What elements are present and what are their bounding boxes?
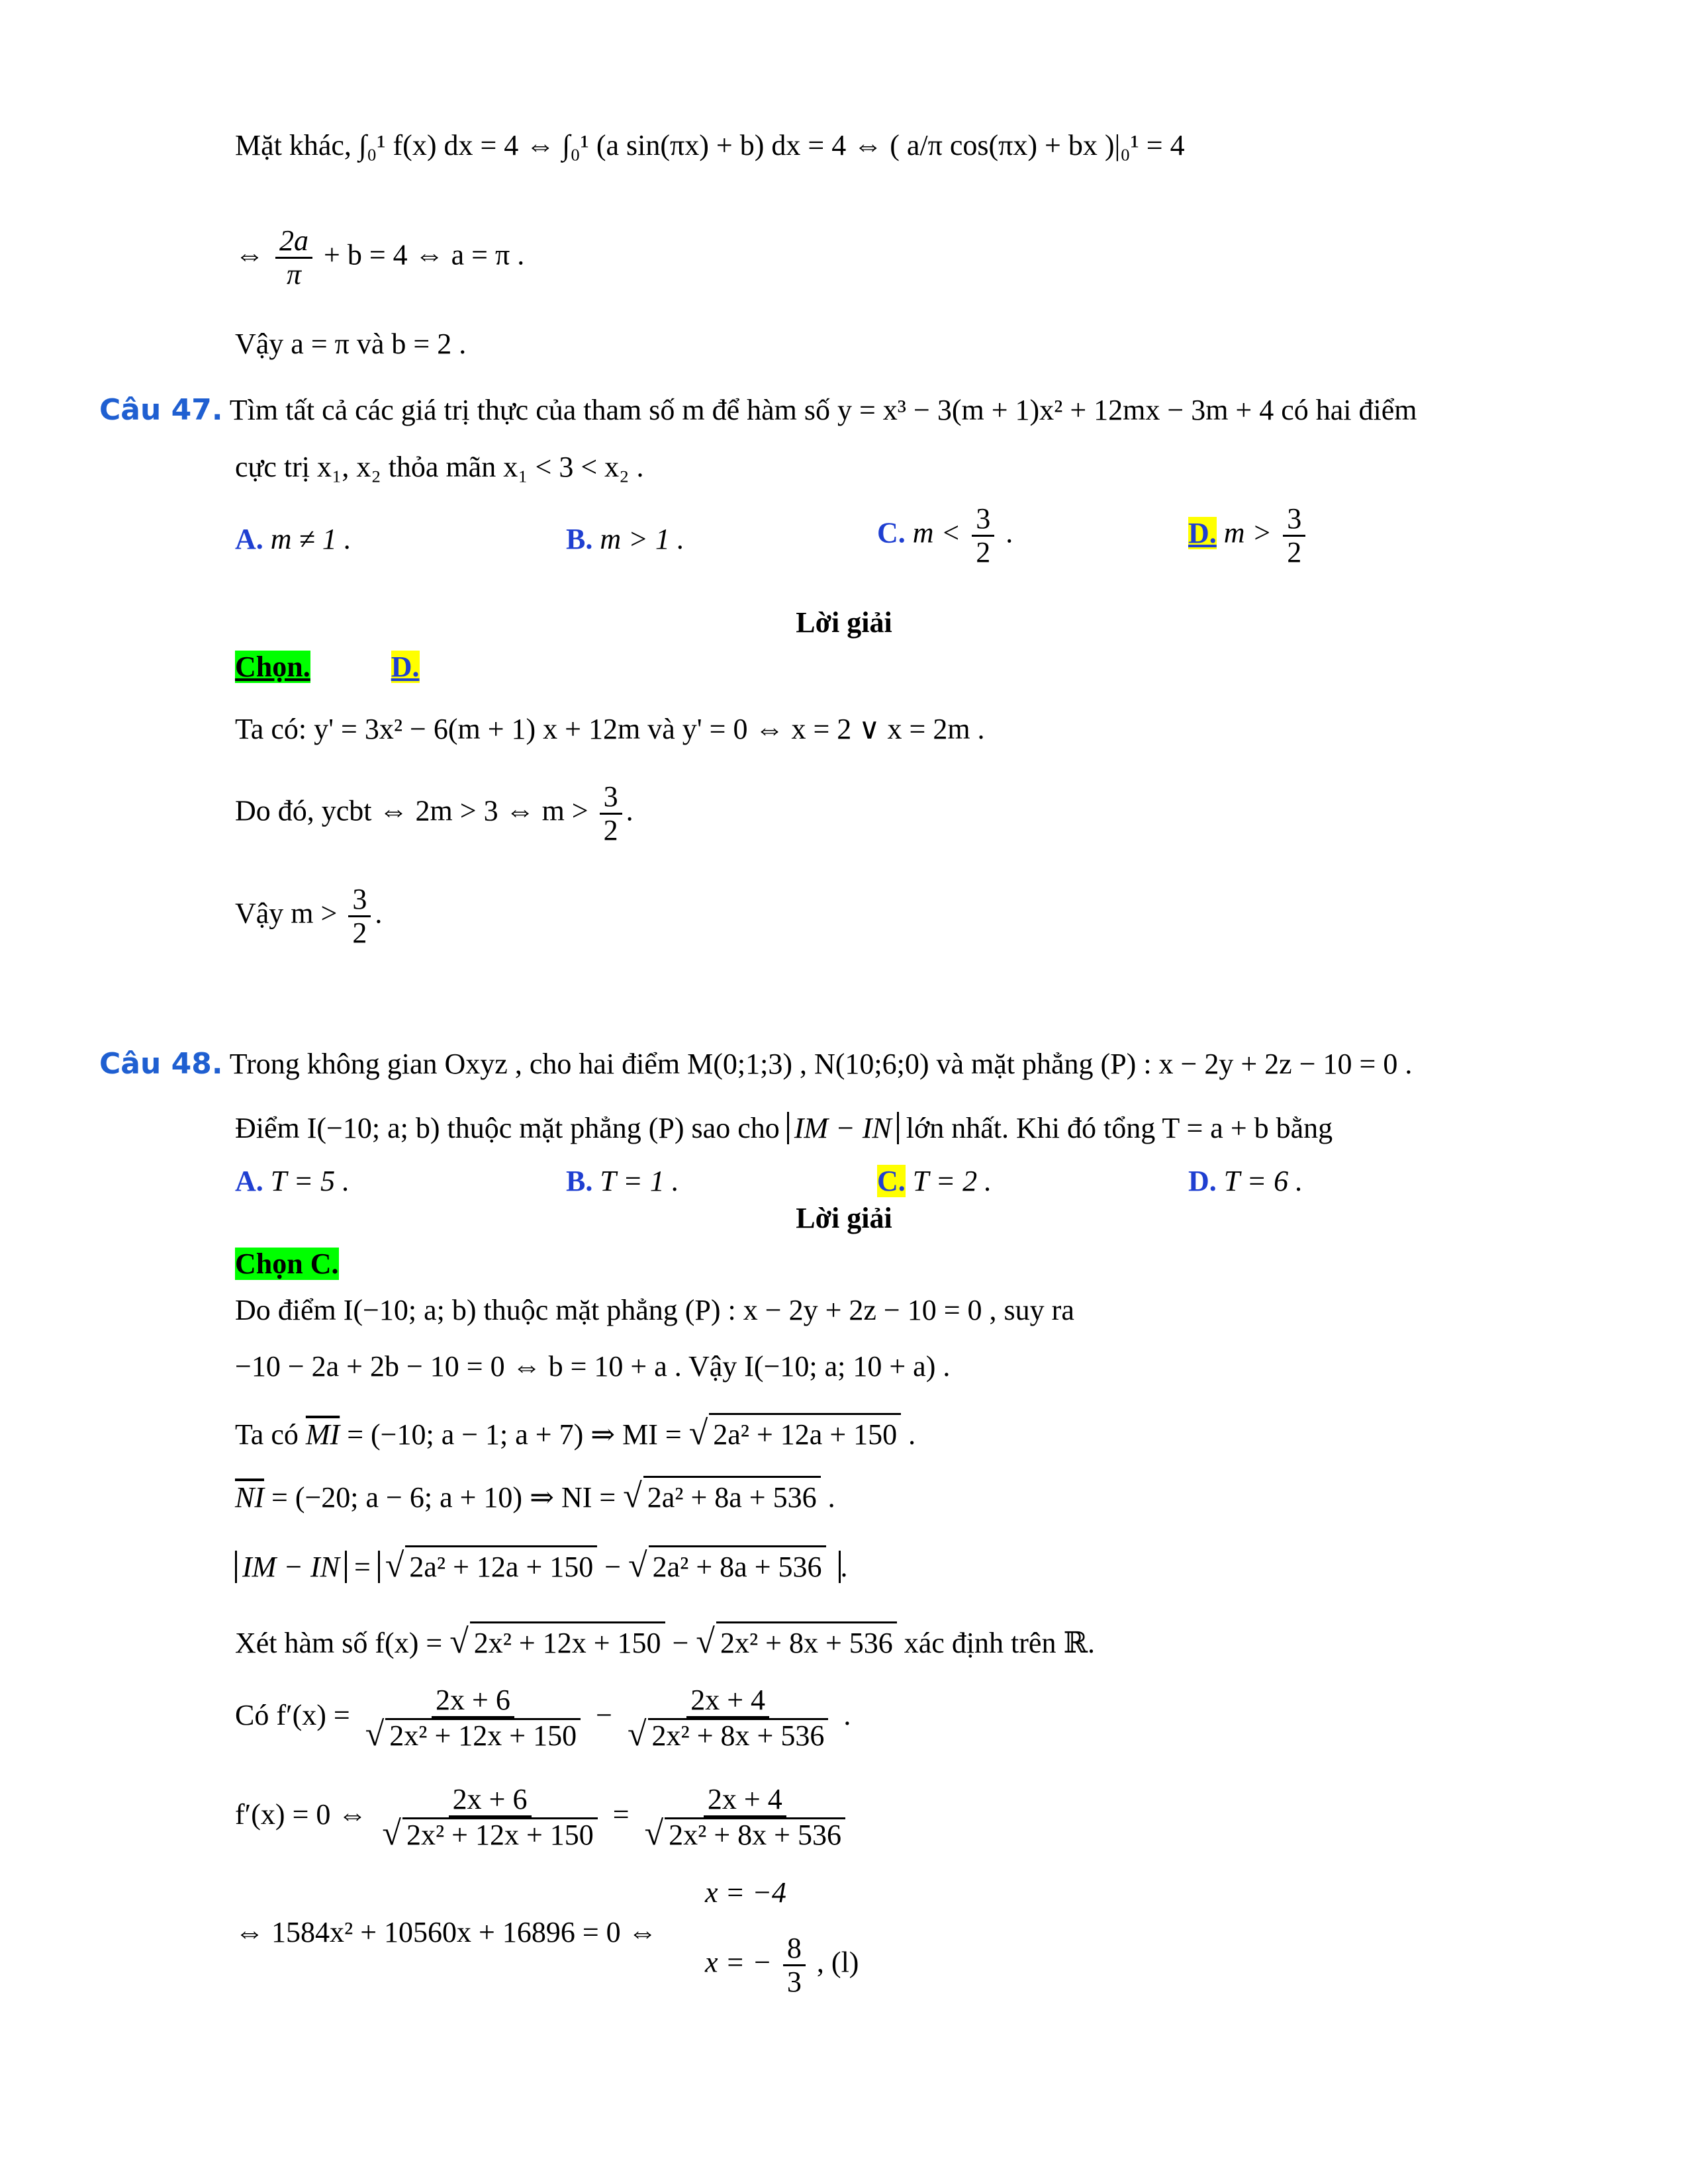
chon-label: Chọn. [235,651,310,683]
radicand: 2a² + 8a + 536 [649,1545,826,1587]
fraction-denominator: 2x² + 8x + 536 [648,1718,829,1752]
question-47-label: Câu 47. [99,393,223,427]
question-47-line-2 [235,447,644,487]
q48-solution-line-6: Xét hàm số f(x) = √ 2x² + 12x + 150 − √ 2x² + 8x + 536 xác định trên ℝ. [235,1621,1095,1663]
fraction [972,503,994,569]
q48-option-c[interactable] [877,1161,992,1201]
question-48-ask: lớn nhất. Khi đó tổng T = a + b bằng [906,1112,1333,1144]
fraction-numerator: 2x + 4 [686,1684,769,1718]
conclusion-text: Vậy m > [235,897,338,930]
q48-option-b[interactable] [566,1161,679,1201]
fraction [783,1933,806,1998]
fraction-denominator: 2x² + 8x + 536 [665,1817,845,1851]
q48-solution-line-7: Có f′(x) = $\frac{2x + 6}{\text{√ 2x² + 12x + 150}}$ − $\frac{2x + 4}{\text{√ 2x² + 8x + 536}}$ . [235,1684,851,1753]
radicand: 2x² + 12x + 150 [470,1621,665,1663]
fraction-numerator: 8 [783,1933,806,1966]
q47-option-c[interactable] [877,503,1013,569]
question-48-line-2 [235,1109,1333,1148]
option-text: m ≠ 1 . [270,523,352,555]
solution-text: = (−20; a − 6; a + 10) ⇒ NI = [271,1481,616,1514]
case-note: , (l) [816,1946,859,1979]
solution-text: Có f′(x) = [235,1699,350,1732]
solution-text: Xét hàm số f(x) = [235,1627,443,1659]
option-letter-correct: C. [877,1165,906,1197]
q47-solution-line-2: Do đó, ycbt ⇔ 2m > 3 ⇔ m > $\frac{3}{2}$ . [235,780,633,846]
q47-option-d[interactable] [1188,503,1309,569]
q48-case-2 [705,1933,859,1998]
condition-text: Do đó, ycbt ⇔ 2m > 3 ⇔ m > [235,794,588,827]
fraction-numerator: 3 [1283,503,1305,537]
fraction-numerator: 3 [348,884,371,917]
fraction-denominator: π [286,258,302,291]
vector-mi: $\overline{MI}$ [305,1418,340,1451]
fraction-denominator: 2x² + 12x + 150 [385,1718,581,1752]
radicand: 2a² + 12a + 150 [405,1545,597,1587]
fraction: $\frac{2x + 6}{\text{√ 2x² + 12x + 150}}$ [361,1684,585,1752]
option-letter: A. [235,1165,263,1197]
option-letter: C. [877,516,906,549]
q47-chon-line [235,647,420,687]
q48-solution-line-9 [235,1913,657,1952]
q48-solution-line-5: IM − IN = √ 2a² + 12a + 150 − √ 2a² + 8a + 536 . [235,1545,848,1587]
q47-option-b[interactable] [566,520,684,559]
chon-label: Chọn C. [235,1248,339,1280]
fraction [275,225,312,291]
q47-option-a[interactable] [235,520,352,559]
option-tail: . [1006,516,1013,549]
radicand: 2a² + 12a + 150 [709,1413,901,1455]
solution-text: xác định trên ℝ. [904,1627,1096,1659]
fraction [600,781,622,846]
option-letter: D. [1188,1165,1217,1197]
solution-text: Do điểm I(−10; a; b) thuộc mặt phẳng (P) : x − 2y + 2z − 10 = 0 , suy ra [235,1294,1074,1326]
solution-text: f′(x) = 0 ⇔ [235,1798,367,1831]
q47-solution-line-1 [235,709,985,749]
option-text: T = 6 . [1223,1165,1303,1197]
q48-option-a[interactable] [235,1161,350,1201]
option-text: T = 1 . [600,1165,679,1197]
option-text: T = 2 . [912,1165,992,1197]
case-value: x = − [705,1946,772,1979]
intro-line-1 [235,126,1185,165]
q48-solution-line-8: f′(x) = 0 ⇔ $\frac{2x + 6}{\text{√ 2x² + 12x + 150}}$ = $\frac{2x + 4}{\text{√ 2x² + 8x + 536}}$ [235,1784,853,1851]
solution-text: ⇔ 1584x² + 10560x + 16896 = 0 ⇔ [235,1916,657,1948]
fraction-denominator: 3 [786,1966,802,1998]
option-text: m > 1 . [600,523,684,555]
q48-chon-line [235,1244,339,1284]
question-47-text: Tìm tất cả các giá trị thực của tham số m để hàm số y = x³ − 3(m + 1)x² + 12mx − 3m + 4 có hai điểm [229,394,1417,426]
derivative-text: Ta có: y' = 3x² − 6(m + 1) x + 12m và y' = 0 ⇔ x = 2 ∨ x = 2m . [235,713,985,745]
option-text: m < [912,516,961,549]
solution-text: −10 − 2a + 2b − 10 = 0 ⇔ b = 10 + a . Vậy I(−10; a; 10 + a) . [235,1350,951,1383]
radicand: 2x² + 8x + 536 [716,1621,897,1663]
fraction-numerator: 2x + 4 [704,1784,786,1817]
fraction-denominator: 2 [1287,536,1302,569]
fraction: $\frac{2x + 4}{\text{√ 2x² + 8x + 536}}$ [624,1684,832,1752]
question-47-condition: cực trị x₁, x₂ thỏa mãn x₁ < 3 < x₂ . [235,451,644,483]
question-48-text: Trong không gian Oxyz , cho hai điểm M(0;1;3) , N(10;6;0) và mặt phẳng (P) : x − 2y + 2z − 10 = 0 . [229,1048,1413,1080]
implies-symbol: ⇔ [235,238,264,271]
question-47-line-1 [99,390,1417,430]
option-letter-correct: D. [1188,516,1217,549]
fraction-denominator: 2x² + 12x + 150 [402,1817,598,1851]
intro-integral-text: Mặt khác, ∫₀¹ f(x) dx = 4 ⇔ ∫₀¹ (a sin(πx) + b) dx = 4 ⇔ ( a/π cos(πx) + bx )|₀¹ = 4 [235,129,1185,161]
q48-option-d[interactable] [1188,1161,1303,1201]
fraction: $\frac{2x + 6}{\text{√ 2x² + 12x + 150}}$ [378,1784,601,1851]
abs-expression: IM − IN [787,1112,899,1144]
q48-solution-title: Lời giải [796,1202,892,1234]
option-letter: A. [235,523,263,555]
fraction-numerator: 3 [972,503,994,537]
case-value: x = −4 [705,1876,786,1909]
fraction-numerator: 2a [275,225,312,259]
fraction-numerator: 2x + 6 [432,1684,514,1718]
intro-line-2-tail: + b = 4 ⇔ a = π . [324,238,525,271]
question-48-line-1 [99,1044,1412,1084]
abs-expression: IM − IN [235,1551,347,1583]
fraction-denominator: 2 [976,536,991,569]
option-text: m > [1223,516,1272,549]
radicand: 2a² + 8a + 536 [643,1476,821,1518]
option-letter: B. [566,523,593,555]
fraction: $\frac{2x + 4}{\text{√ 2x² + 8x + 536}}$ [641,1784,849,1851]
q48-solution-line-1 [235,1291,1074,1330]
intro-conclusion: Vậy a = π và b = 2 . [235,328,467,360]
question-48-point: Điểm I(−10; a; b) thuộc mặt phẳng (P) sao cho [235,1112,780,1144]
q47-solution-title: Lời giải [796,606,892,639]
q48-solution-line-2 [235,1347,950,1387]
q48-solution-line-4: $\overline{NI} = (-20$; a − 6; a + 10) ⇒ NI = √ 2a² + 8a + 536 . [235,1476,835,1518]
fraction-denominator: 2 [603,814,618,846]
question-48-label: Câu 48. [99,1047,223,1081]
fraction [1283,503,1305,569]
solution-text: = (−10; a − 1; a + 7) ⇒ MI = [347,1418,682,1451]
q47-solution-line-3: Vậy m > $\frac{3}{2}$ . [235,883,383,949]
fraction-denominator: 2 [352,917,367,949]
fraction-numerator: 3 [600,781,622,815]
q48-solution-line-3: Ta có $\overline{MI} = (-10$; a − 1; a + 7) ⇒ MI = √ 2a² + 12a + 150 . [235,1413,915,1455]
intro-line-2 [235,225,524,291]
chon-answer: D. [391,651,420,683]
q48-case-1 [705,1873,786,1913]
option-text: T = 5 . [270,1165,350,1197]
solution-text: Ta có [235,1418,299,1451]
intro-line-3 [235,324,466,364]
option-letter: B. [566,1165,593,1197]
vector-ni: $\overline{NI}$ [235,1481,264,1514]
fraction [348,884,371,949]
fraction-numerator: 2x + 6 [449,1784,532,1817]
